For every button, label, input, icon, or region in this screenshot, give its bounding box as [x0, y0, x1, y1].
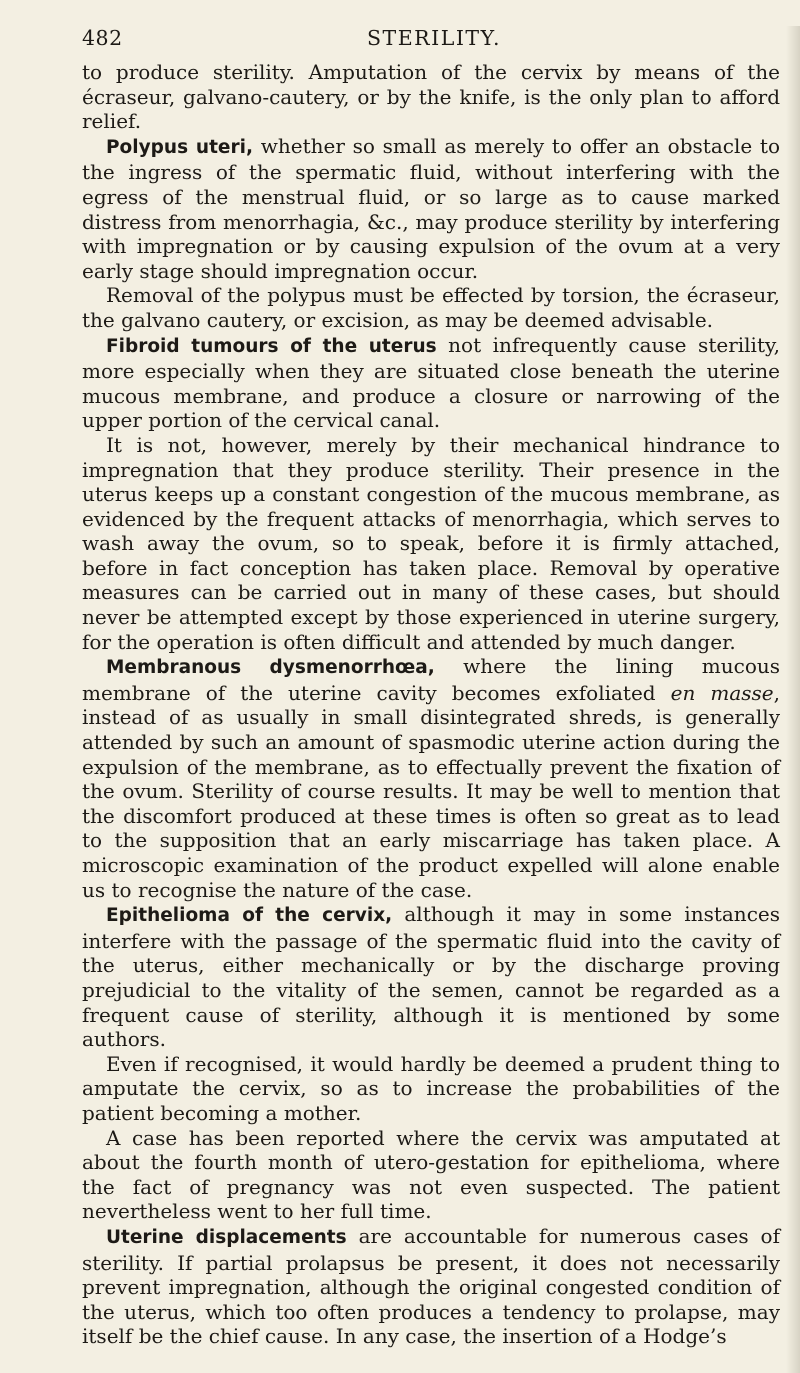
section-heading-membranous-dysmenorrhoea: Membranous dysmenorrhœa, — [106, 657, 435, 679]
page-edge-shadow — [786, 26, 800, 1373]
paragraph-text: to produce sterility. Amputation of the cervix by means of the écraseur, galvano-cautery, or by the knife, is the only plan to afford relief. — [82, 60, 780, 134]
running-title: STERILITY. — [367, 26, 502, 50]
paragraph-text: It is not, however, merely by their mechanical hindrance to impregnation that they produce sterility. Their presence in the uterus keeps up a constant congestion of the mucous membrane, as evidenced by the frequent attacks of menorrhagia, which serves to wash away the ovum, so to speak, before it is firmly attached, before in fact conception has taken place. Removal by operative measures can be carried out in many of these cases, but should never be attempted except by those experienced in uterine surgery, for the operation is often difficult and attended by much danger. — [82, 432, 780, 654]
paragraph-fibroid-tumours — [82, 333, 780, 433]
section-heading-uterine-displacements: Uterine displacements — [106, 1226, 347, 1248]
section-heading-fibroid-tumours: Fibroid tumours of the uterus — [106, 335, 437, 357]
paragraph-text: , instead of as usually in small disintegrated shreds, is generally attended by such an amount of spasmodic uterine action during the expulsion of the membrane, as to effectually prevent the fixation of the ovum. Sterility of course results. It may be well to mention that the discomfort produced at these times is often so great as to lead to the supposition that an early miscarriage has taken place. A microscopic examination of the product expelled will alone enable us to recognise the nature of the case. — [82, 680, 780, 902]
running-head — [82, 26, 780, 60]
paragraph-text: Even if recognised, it would hardly be deemed a prudent thing to amputate the cervix, so as to increase the probabilities of the patient becoming a mother. — [82, 1051, 780, 1125]
paragraph-epithelioma-recognised — [82, 1052, 780, 1126]
paragraph-epithelioma — [82, 902, 780, 1052]
paragraph-text: are accountable for numerous cases of sterility. If partial prolapsus be present, it does not necessarily prevent impregnation, although the original congested condition of the uterus, which too often produces a tendency to prolapse, may itself be the chief cause. In any case, the insertion of a Hodge’s — [82, 1223, 780, 1349]
body-text — [82, 60, 780, 1349]
paragraph-membranous-dysmenorrhoea — [82, 654, 780, 902]
section-heading-epithelioma: Epithelioma of the cervix, — [106, 905, 393, 927]
paragraph-text: although it may in some instances interfere with the passage of the spermatic fluid into the cavity of the uterus, either mechanically or by the discharge proving prejudicial to the vitality of the semen, cannot be regarded as a frequent cause of sterility, although it is mentioned by some authors. — [82, 902, 780, 1052]
paragraph-text: A case has been reported where the cervix was amputated at about the fourth month of utero-gestation for epithelioma, where the fact of pregnancy was not even suspected. The patient nevertheless went to her full time. — [82, 1125, 780, 1224]
italic-phrase: en masse — [670, 680, 774, 705]
paragraph-text: Removal of the polypus must be effected by torsion, the écraseur, the galvano cautery, or excision, as may be deemed advisable. — [82, 283, 780, 332]
paragraph-continuation — [82, 60, 780, 134]
paragraph-text: where the lining mucous membrane of the uterine cavity becomes exfoliated — [82, 654, 781, 705]
paragraph-uterine-displacements — [82, 1224, 780, 1349]
paragraph-fibroid-hindrance — [82, 433, 780, 654]
paragraph-text: not infrequently cause sterility, more especially when they are situated close beneath the uterine mucous membrane, and produce a closure or narrowing of the upper portion of the cervical canal. — [82, 332, 780, 433]
book-page — [0, 26, 800, 1373]
paragraph-text: whether so small as merely to offer an obstacle to the ingress of the spermatic fluid, without interfering with the egress of the menstrual fluid, or so large as to cause marked distress from menorrhagia, &c., may produce sterility by interfering with impregnation or by causing expulsion of the ovum at a very early stage should impregnation occur. — [82, 133, 780, 283]
paragraph-polypus-uteri — [82, 134, 780, 284]
paragraph-epithelioma-case — [82, 1126, 780, 1224]
paragraph-polypus-removal — [82, 283, 780, 332]
section-heading-polypus-uteri: Polypus uteri, — [106, 136, 253, 158]
page-number: 482 — [82, 26, 123, 50]
